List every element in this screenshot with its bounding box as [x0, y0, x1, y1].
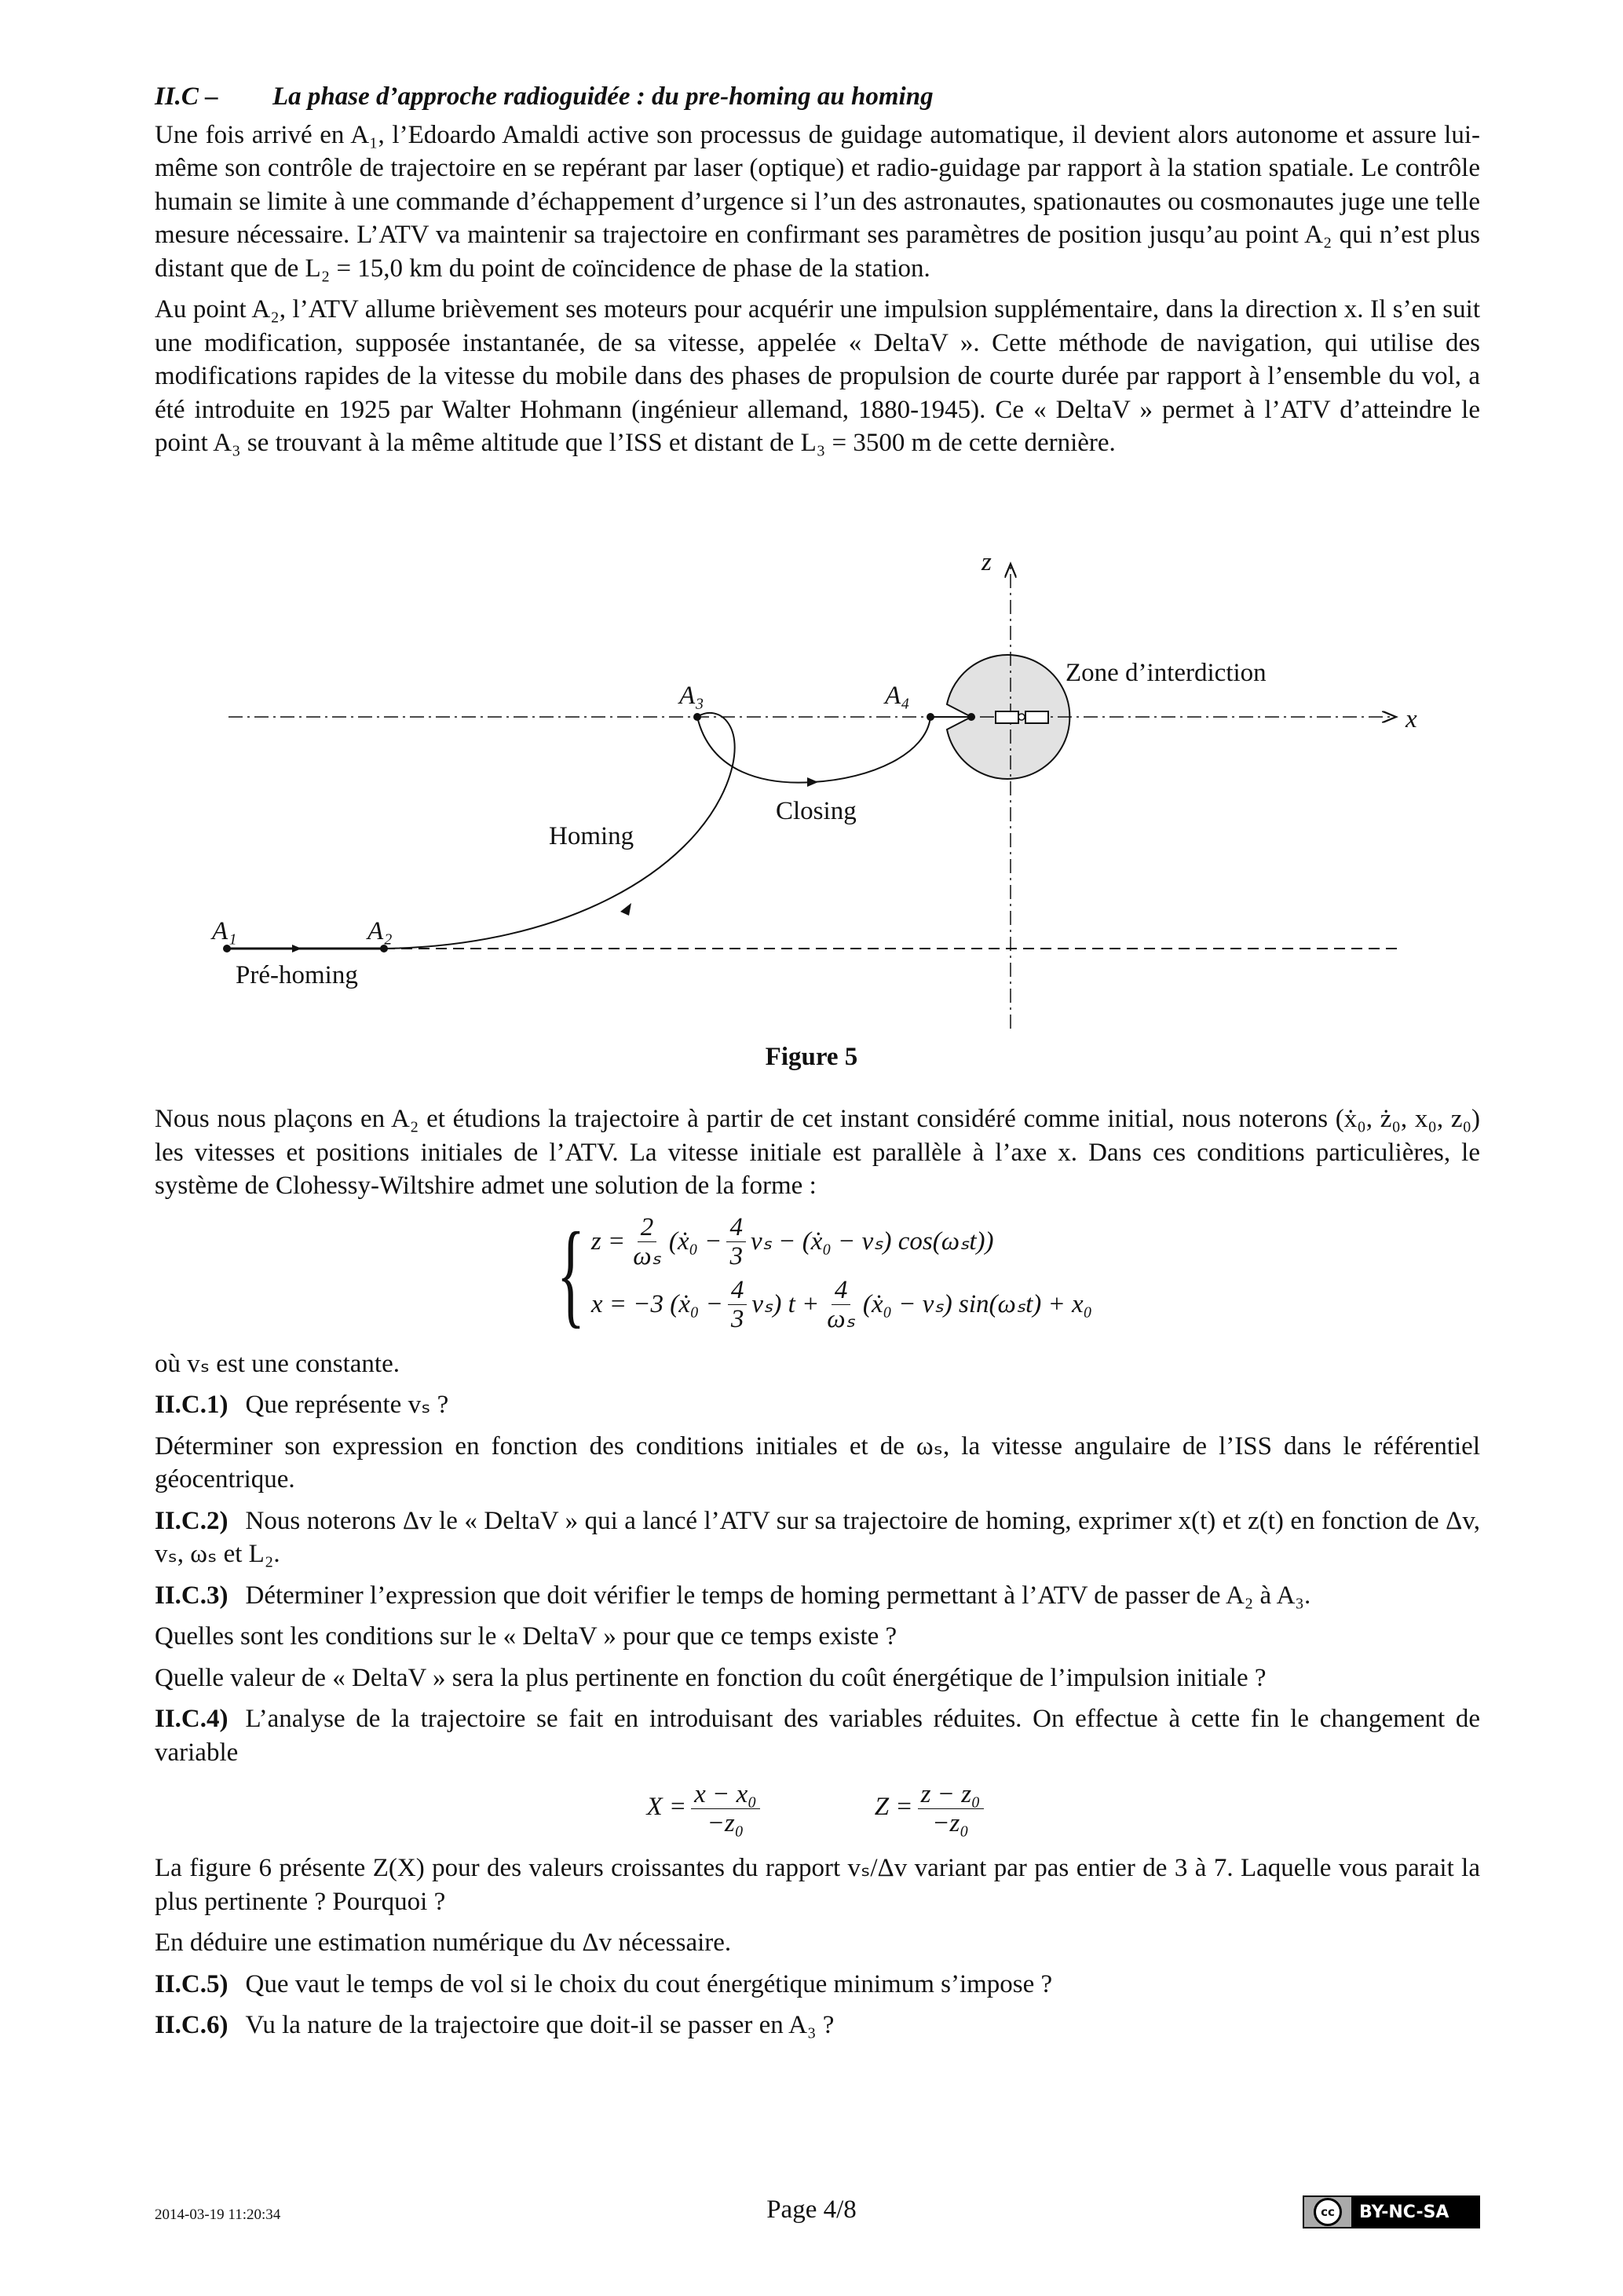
paragraph: Une fois arrivé en A₁, l’Edoardo Amaldi active son processus de guidage automatique, il devient alors autonome et assure lui-même son contrôle de trajectoire en se repérant par laser (optique) et radio-guidage par rapport à la station spatiale. Le contrôle humain se limite à une commande d’échappement d’urgence si l’un des astronautes, spationautes ou cosmonautes juge une telle mesure nécessaire. L’ATV va maintenir sa trajectoire en confirmant ses paramètres de position jusqu’au point A₂ qui n’est plus distant que de L₂ = 15,0 km du point de coïncidence de phase de la station. — [155, 120, 1480, 283]
closing-path — [697, 717, 930, 783]
question-text: En déduire une estimation numérique du Δv nécessaire. — [155, 1929, 732, 1957]
label-A2: A₂ — [367, 917, 393, 945]
station-module — [1025, 711, 1048, 723]
license-badge: cc BY-NC-SA — [1303, 2195, 1480, 2228]
z-axis-label: z — [981, 548, 992, 576]
figure-caption: Figure 5 — [765, 1043, 858, 1071]
equation-x: x = −3 (ẋ₀ − $\frac{4}{3}$ vₛ) t + $\frac{4}{\text{ωₛ}}$ (ẋ₀ − vₛ) sin(ωₛt) + x₀ — [590, 1276, 1093, 1333]
label-A4: A₄ — [885, 682, 910, 710]
question-text: Déterminer son expression en fonction des conditions initiales et de ωₛ, la vitesse angulaire de l’ISS dans le référentiel géocentrique. — [155, 1431, 1480, 1493]
label-zone: Zone d’interdiction — [1066, 659, 1267, 687]
cc-icon: cc — [1314, 2198, 1342, 2226]
question-text: La figure 6 présente Z(X) pour des valeurs croissantes du rapport vₛ/Δv variant par pas entier de 3 à 7. Laquelle vous parait la plus pertinente ? Pourquoi ? — [155, 1854, 1480, 1916]
x-axis-label: x — [1406, 705, 1417, 733]
label-prehoming: Pré-homing — [236, 961, 358, 989]
paragraph: Nous nous plaçons en A₂ et étudions la trajectoire à partir de cet instant considéré comme initial, nous noterons (ẋ₀, ż₀, x₀, z₀) les vitesses et positions initiales de l’ATV. La vitesse initiale est parallèle à l’axe x. Dans ces conditions particulières, le système de Clohessy-Wiltshire admet une solution de la forme : — [155, 1105, 1480, 1200]
question: II.C.2) Nous noterons Δv le « DeltaV » qui a lancé l’ATV sur sa trajectoire de homing, exprimer x(t) et z(t) en fonction de Δv, vₛ, ωₛ et L₂. — [155, 1506, 1480, 1568]
question-text: Quelles sont les conditions sur le « DeltaV » pour que ce temps existe ? — [155, 1622, 897, 1651]
question: II.C.5) Que vaut le temps de vol si le choix du cout énergétique minimum s’impose ? — [155, 1969, 1053, 1998]
question: II.C.3) Déterminer l’expression que doit vérifier le temps de homing permettant à l’ATV de passer de A₂ à A₃. — [155, 1581, 1311, 1610]
change-of-variable: X = $\frac{\text{x − x₀}}{\text{−z₀}}$ Z = $\frac{\text{z − z₀}}{\text{−z₀}}$ — [155, 1780, 1480, 1837]
footer-date: 2014-03-19 11:20:34 — [155, 2206, 281, 2223]
station-module — [996, 711, 1018, 723]
section-heading: II.C – La phase d’approche radioguidée : du pre-homing au homing — [155, 82, 934, 111]
label-A3: A₃ — [679, 682, 704, 710]
label-closing: Closing — [776, 797, 857, 825]
page-number: Page 4/8 — [766, 2195, 857, 2224]
label-homing: Homing — [549, 822, 634, 850]
equation-z: z = $\frac{2}{\text{ωₛ}}$ (ẋ₀ − $\frac{4}{3}$ vₛ − (ẋ₀ − vₛ) cos(ωₛt)) — [590, 1213, 994, 1270]
paragraph: où vₛ est une constante. — [155, 1349, 400, 1378]
question: II.C.1) Que représente vₛ ? — [155, 1391, 449, 1419]
paragraph: Au point A₂, l’ATV allume brièvement ses moteurs pour acquérir une impulsion supplémentaire, dans la direction x. Il s’en suit une modification, supposée instantanée, de sa vitesse, appelée « DeltaV ». Cette méthode de navigation, qui utilise des modifications rapides de la vitesse du mobile dans des phases de propulsion de courte durée par rapport à l’ensemble du vol, a été introduite en 1925 par Walter Hohmann (ingénieur allemand, 1880-1945). Ce « DeltaV » permet à l’ATV d’atteindre le point A₃ se trouvant à la même altitude que l’ISS et distant de L₃ = 3500 m de cette dernière. — [155, 295, 1480, 457]
question: II.C.6) Vu la nature de la trajectoire que doit-il se passer en A₃ ? — [155, 2011, 835, 2039]
equation-system — [155, 1208, 1480, 1339]
question: II.C.4) L’analyse de la trajectoire se fait en introduisant des variables réduites. On effectue à cette fin le changement de variable — [155, 1705, 1480, 1767]
label-A1: A₁ — [212, 917, 237, 945]
brace: { — [556, 1208, 585, 1339]
question-text: Quelle valeur de « DeltaV » sera la plus pertinente en fonction du coût énergétique de l’impulsion initiale ? — [155, 1663, 1267, 1692]
figure-5-diagram — [0, 0, 1623, 1099]
body-text — [155, 1102, 1480, 2050]
